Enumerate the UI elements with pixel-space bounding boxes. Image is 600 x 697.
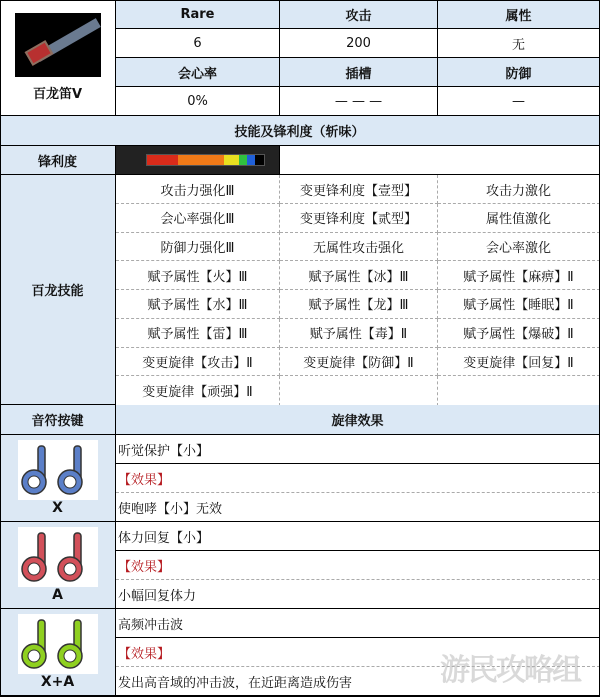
skill-item: 无属性攻击强化 — [280, 232, 438, 261]
note-key: X — [52, 500, 63, 516]
skill-item: 变更旋律【攻击】Ⅱ — [116, 347, 280, 376]
stat-value: — — [438, 87, 600, 116]
skill-item: 防御力强化Ⅲ — [116, 232, 280, 261]
effect-text: 小幅回复体力 — [116, 580, 600, 609]
skill-item: 赋予属性【火】Ⅲ — [116, 261, 280, 290]
skill-item: 赋予属性【睡眠】Ⅱ — [438, 290, 600, 319]
stat-header: Rare — [116, 0, 280, 29]
skill-item: 攻击力强化Ⅲ — [116, 175, 280, 204]
skill-item — [438, 376, 600, 406]
skill-item: 赋予属性【毒】Ⅱ — [280, 319, 438, 348]
skills-label: 百龙技能 — [0, 175, 116, 405]
melody-key-cell — [0, 609, 116, 696]
sharpness-bar — [116, 146, 280, 175]
note-key: X+A — [40, 674, 75, 690]
melody-name: 高频冲击波 — [116, 609, 600, 638]
stat-header: 会心率 — [116, 58, 280, 87]
skill-item: 赋予属性【雷】Ⅲ — [116, 319, 280, 348]
watermark: 游民攻略组 — [440, 653, 580, 688]
stat-header: 插槽 — [280, 58, 438, 87]
skill-item — [280, 376, 438, 406]
effect-label: 【效果】 — [116, 551, 600, 580]
melody-key-header: 音符按键 — [0, 405, 116, 435]
note-icon — [18, 614, 98, 674]
stat-value: 200 — [280, 29, 438, 58]
weapon-cell — [0, 0, 116, 116]
stat-value: 0% — [116, 87, 280, 116]
skill-item: 变更旋律【回复】Ⅱ — [438, 347, 600, 376]
skill-item: 会心率强化Ⅲ — [116, 204, 280, 233]
melody-name: 听觉保护【小】 — [116, 435, 600, 464]
skill-item: 变更锋利度【壹型】 — [280, 175, 438, 204]
stat-value: 6 — [116, 29, 280, 58]
melody-effect-header: 旋律效果 — [116, 405, 600, 435]
weapon-image — [15, 13, 101, 77]
stat-header: 属性 — [438, 0, 600, 29]
skill-item: 赋予属性【麻痹】Ⅱ — [438, 261, 600, 290]
note-key: A — [52, 587, 63, 603]
note-icon — [18, 440, 98, 500]
skill-item: 属性值激化 — [438, 204, 600, 233]
skill-item: 赋予属性【龙】Ⅲ — [280, 290, 438, 319]
stat-header: 防御 — [438, 58, 600, 87]
effect-label: 【效果】 — [116, 464, 600, 493]
skill-item: 赋予属性【水】Ⅲ — [116, 290, 280, 319]
skill-item: 变更锋利度【贰型】 — [280, 204, 438, 233]
stat-value: — — — — [280, 87, 438, 116]
section-title: 技能及锋利度（斩味） — [0, 116, 600, 146]
effect-text: 发出高音域的冲击波，在近距离造成伤害 — [116, 667, 600, 696]
melody-name: 体力回复【小】 — [116, 522, 600, 551]
effect-label: 【效果】 — [116, 638, 600, 667]
effect-text: 使咆哮【小】无效 — [116, 493, 600, 522]
skill-item: 赋予属性【爆破】Ⅱ — [438, 319, 600, 348]
skill-item: 攻击力激化 — [438, 175, 600, 204]
stat-value: 无 — [438, 29, 600, 58]
sharpness-label: 锋利度 — [0, 146, 116, 175]
stat-header: 攻击 — [280, 0, 438, 29]
skill-item: 会心率激化 — [438, 232, 600, 261]
sharpness-empty — [280, 146, 600, 175]
melody-key-cell — [0, 435, 116, 522]
skill-item: 赋予属性【冰】Ⅲ — [280, 261, 438, 290]
weapon-name: 百龙笛Ⅴ — [32, 87, 83, 102]
skill-item: 变更旋律【顽强】Ⅱ — [116, 376, 280, 406]
melody-key-cell — [0, 522, 116, 609]
note-icon — [18, 527, 98, 587]
skill-item: 变更旋律【防御】Ⅱ — [280, 347, 438, 376]
